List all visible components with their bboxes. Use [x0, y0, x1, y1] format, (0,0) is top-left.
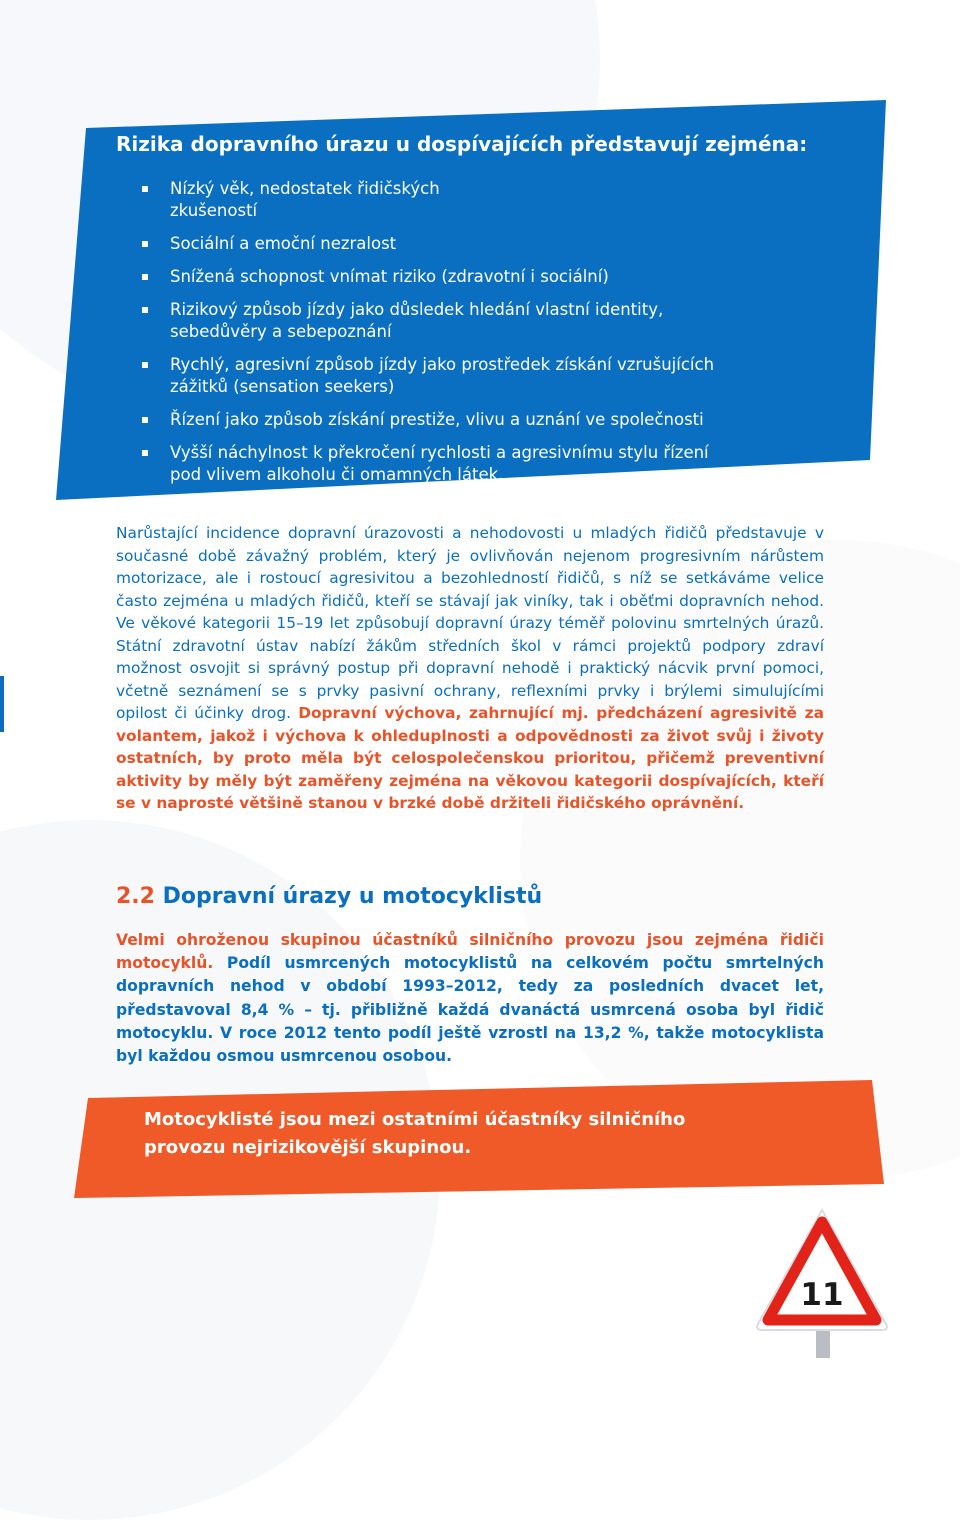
list-item-line: Rychlý, agresivní způsob jízdy jako prostředek získání vzrušujících [170, 355, 715, 374]
section-number: 2.2 [116, 884, 155, 909]
section-title [116, 884, 542, 909]
list-item [116, 266, 856, 288]
bullet-icon [142, 417, 148, 423]
body-text: Narůstající incidence dopravní úrazovosti a nehodovosti u mladých řidičů představuje v současné době závažný problém, který je ovlivňován nejenom progresivním nárůstem motorizace, ale i rostoucí agresivitou a bezohledností řidičů, s níž se setkáváme velice často zejména u mladých řidičů, kteří se stávají jak viníky, tak i oběťmi dopravních nehod. Ve věkové kategorii 15–19 let způsobují dopravní úrazy téměř polovinu smrtelných úrazů. Státní zdravotní ústav nabízí žákům středních škol v rámci projektů podpory zdraví možnost osvojit si správný postup při dopravní nehodě i praktický nácvik první pomoci, včetně seznámení se s prvky pasivní ochrany, reflexními prvky i brýlemi simulujícími opilost či účinky drog. [116, 524, 824, 722]
list-item [116, 299, 856, 343]
list-item-line: pod vlivem alkoholu či omamných látek. [170, 465, 504, 484]
callout-line: Motocyklisté jsou mezi ostatními účastníky silničního [144, 1109, 686, 1130]
body-paragraph [116, 522, 824, 815]
list-item [116, 178, 856, 222]
list-item-line: Vyšší náchylnost k překročení rychlosti a agresivnímu stylu řízení [170, 443, 709, 462]
list-item-line: Snížená schopnost vnímat riziko (zdravotní i sociální) [170, 267, 609, 286]
list-item-line: Řízení jako způsob získání prestiže, vlivu a uznání ve společnosti [170, 410, 704, 429]
bullet-icon [142, 450, 148, 456]
list-item [116, 442, 856, 486]
bullet-icon [142, 241, 148, 247]
list-item-line: zkušeností [170, 201, 258, 220]
list-item-line: Rizikový způsob jízdy jako důsledek hledání vlastní identity, [170, 300, 664, 319]
page-number: 11 [800, 1277, 844, 1313]
list-item [116, 354, 856, 398]
margin-marker [0, 676, 4, 732]
risks-list [116, 178, 856, 486]
callout-text [144, 1106, 844, 1162]
warning-sign-icon [752, 1202, 892, 1358]
risks-panel [116, 132, 856, 497]
risks-title: Rizika dopravního úrazu u dospívajících představují zejména: [116, 132, 808, 156]
list-item-line: Sociální a emoční nezralost [170, 234, 397, 253]
bullet-icon [142, 186, 148, 192]
section-intro [116, 929, 824, 1068]
bullet-icon [142, 307, 148, 313]
body-highlight: Dopravní výchova, zahrnující mj. předcházení agresivitě za volantem, jakož i výchova k ohleduplnosti a odpovědnosti za život svůj i životy ostatních, by proto měla být celospolečenskou prioritou, přičemž preventivní aktivity by měly být zaměřeny zejména na věkovou kategorii dospívajících, kteří se v naprosté většině stanou v brzké době držiteli řidičského oprávnění. [116, 704, 824, 812]
bullet-icon [142, 274, 148, 280]
list-item [116, 409, 856, 431]
list-item-line: Nízký věk, nedostatek řidičských [170, 179, 440, 198]
section-intro-text: Podíl usmrcených motocyklistů na celkovém počtu smrtelných dopravních nehod v období 1993–2012, tedy za posledních dvacet let, představoval 8,4 % – tj. přibližně každá dvanáctá usmrcená osoba byl řidič motocyklu. V roce 2012 tento podíl ještě vzrostl na 13,2 %, takže motocyklista byl každou osmou usmrcenou osobou. [116, 954, 824, 1066]
bullet-icon [142, 362, 148, 368]
list-item-line: sebedůvěry a sebepoznání [170, 322, 392, 341]
callout-line: provozu nejrizikovější skupinou. [144, 1137, 472, 1158]
section-intro-highlight: Velmi ohroženou skupinou účastníků silničního provozu jsou zejména řidiči motocyklů. [116, 931, 824, 973]
list-item-line: zážitků (sensation seekers) [170, 377, 395, 396]
list-item [116, 233, 856, 255]
section-title-text: Dopravní úrazy u motocyklistů [162, 884, 543, 909]
